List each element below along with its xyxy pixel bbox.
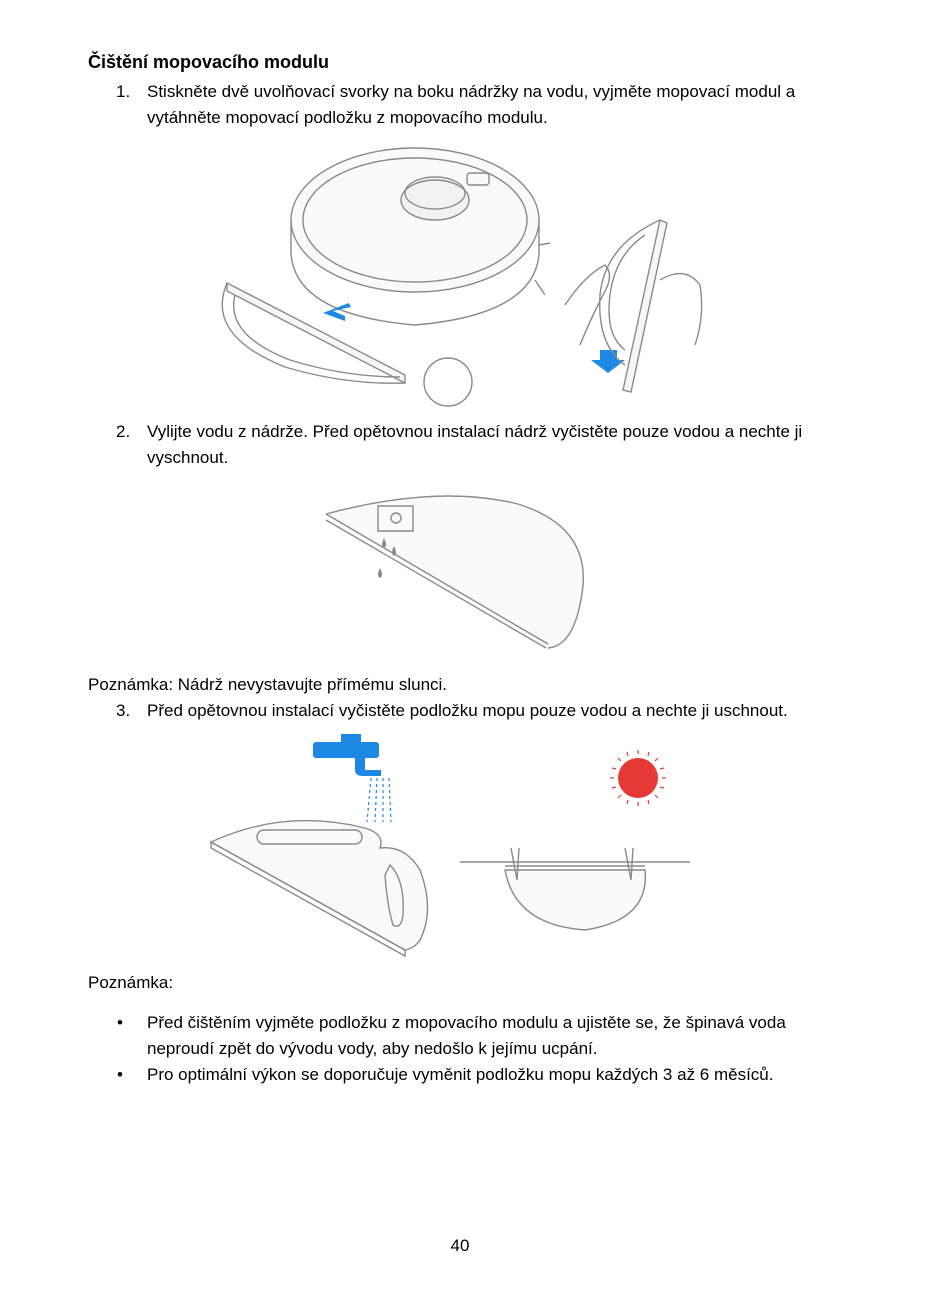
bullet-2-symbol: •	[117, 1065, 123, 1084]
note-sunlight: Poznámka: Nádrž nevystavujte přímému slunci.	[88, 675, 448, 694]
wash-dry-illustration	[205, 730, 715, 965]
sun-icon	[610, 750, 666, 806]
robot-mop-illustration	[205, 135, 725, 410]
bullet-2-text: Pro optimální výkon se doporučuje vyměnit podložku mopu každých 3 až 6 měsíců.	[147, 1065, 774, 1084]
step-2-number: 2.	[116, 422, 131, 441]
figure-wash-dry-pad	[205, 730, 715, 965]
bullet-1-symbol: •	[117, 1013, 123, 1032]
faucet-icon	[313, 734, 381, 776]
step-3-number: 3.	[116, 701, 131, 720]
bullet-1-text: Před čištěním vyjměte podložku z mopovacího modulu a ujistěte se, že špinavá voda neproudí zpět do vývodu vody, aby nedošlo k jejímu ucpání.	[147, 1013, 786, 1058]
step-1-text: Stiskněte dvě uvolňovací svorky na boku nádržky na vodu, vyjměte mopovací modul a vytáhněte mopovací podložku z mopovacího modulu.	[147, 82, 796, 127]
step-1-number: 1.	[116, 82, 131, 101]
figure-drain-tank	[318, 476, 613, 668]
figure-remove-mop-module	[205, 135, 725, 410]
step-3-text: Před opětovnou instalací vyčistěte podložku mopu pouze vodou a nechte ji uschnout.	[147, 701, 788, 720]
page-number: 40	[450, 1236, 470, 1255]
step-2-text: Vylijte vodu z nádrže. Před opětovnou instalací nádrž vyčistěte pouze vodou a nechte ji vyschnout.	[147, 422, 803, 467]
note-label: Poznámka:	[88, 973, 174, 992]
tank-drain-illustration	[318, 476, 613, 668]
section-heading: Čištění mopovacího modulu	[88, 52, 330, 72]
